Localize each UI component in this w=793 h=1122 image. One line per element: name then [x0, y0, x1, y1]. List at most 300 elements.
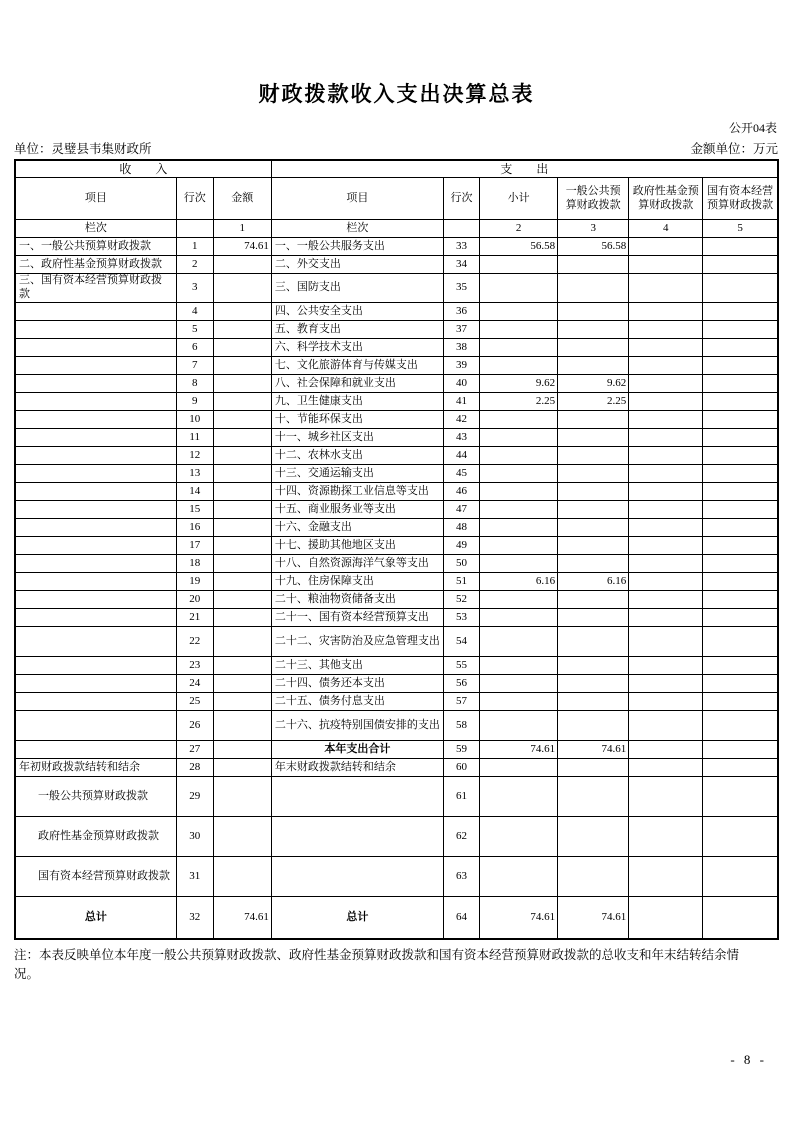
- expense-general-budget-cell: [558, 256, 629, 274]
- income-item-cell: [15, 573, 176, 591]
- expense-item-cell: 总计: [271, 897, 443, 940]
- income-amount-cell: [213, 657, 271, 675]
- expense-govfund-cell: [629, 519, 703, 537]
- meta-row: [14, 139, 778, 157]
- expense-item-cell: 十二、农林水支出: [271, 447, 443, 465]
- expense-line-cell: 44: [444, 447, 480, 465]
- expense-lanci-label: 栏次: [271, 220, 443, 238]
- expense-govfund-cell: [629, 711, 703, 741]
- expense-govfund-cell: [629, 657, 703, 675]
- income-line-cell: 19: [176, 573, 213, 591]
- table-row: [15, 447, 778, 465]
- income-lanci-blank: [176, 220, 213, 238]
- income-amount-cell: [213, 817, 271, 857]
- expense-subtotal-cell: [480, 675, 558, 693]
- expense-subtotal-cell: [480, 274, 558, 303]
- expense-statecapital-cell: [703, 393, 778, 411]
- expense-item-cell: 四、公共安全支出: [271, 303, 443, 321]
- income-item-cell: [15, 411, 176, 429]
- table-row: [15, 274, 778, 303]
- expense-subtotal-cell: [480, 609, 558, 627]
- expense-general-budget-cell: [558, 609, 629, 627]
- income-amount-cell: [213, 375, 271, 393]
- expense-item-cell: 三、国防支出: [271, 274, 443, 303]
- table-row: [15, 675, 778, 693]
- table-row: [15, 357, 778, 375]
- expense-item-cell: 二十六、抗疫特别国债安排的支出: [271, 711, 443, 741]
- expense-subtotal-cell: [480, 519, 558, 537]
- expense-general-budget-cell: [558, 817, 629, 857]
- income-line-cell: 31: [176, 857, 213, 897]
- income-item-cell: [15, 711, 176, 741]
- expense-govfund-cell: [629, 303, 703, 321]
- expense-column-number: 5: [703, 220, 778, 238]
- table-row: [15, 483, 778, 501]
- expense-item-cell: 二十四、债务还本支出: [271, 675, 443, 693]
- income-line-cell: 29: [176, 777, 213, 817]
- income-line-cell: 11: [176, 429, 213, 447]
- expense-line-header: 行次: [444, 178, 480, 220]
- income-amount-cell: [213, 274, 271, 303]
- expense-govfund-cell: [629, 375, 703, 393]
- expense-general-budget-cell: 74.61: [558, 897, 629, 940]
- income-line-header: 行次: [176, 178, 213, 220]
- expense-line-cell: 51: [444, 573, 480, 591]
- expense-line-cell: 55: [444, 657, 480, 675]
- income-amount-cell: 74.61: [213, 238, 271, 256]
- income-amount-cell: [213, 857, 271, 897]
- expense-subtotal-cell: [480, 303, 558, 321]
- expense-govfund-cell: [629, 465, 703, 483]
- expense-subtotal-cell: 74.61: [480, 741, 558, 759]
- income-line-cell: 6: [176, 339, 213, 357]
- expense-general-budget-cell: [558, 759, 629, 777]
- income-line-cell: 5: [176, 321, 213, 339]
- expense-general-budget-cell: 74.61: [558, 741, 629, 759]
- income-line-cell: 8: [176, 375, 213, 393]
- expense-statecapital-cell: [703, 447, 778, 465]
- income-amount-cell: [213, 711, 271, 741]
- expense-line-cell: 62: [444, 817, 480, 857]
- income-amount-cell: [213, 411, 271, 429]
- expense-statecapital-cell: [703, 483, 778, 501]
- income-item-cell: 年初财政拨款结转和结余: [15, 759, 176, 777]
- column-header-row: [15, 178, 778, 220]
- income-item-header: 项目: [15, 178, 176, 220]
- income-item-cell: [15, 465, 176, 483]
- table-row: [15, 711, 778, 741]
- expense-item-cell: [271, 857, 443, 897]
- income-item-cell: [15, 537, 176, 555]
- expense-subtotal-cell: [480, 339, 558, 357]
- expense-section-header: 支 出: [271, 160, 778, 178]
- expense-statecapital-cell: [703, 817, 778, 857]
- table-row: [15, 429, 778, 447]
- income-line-cell: 24: [176, 675, 213, 693]
- income-amount-cell: [213, 759, 271, 777]
- table-row: [15, 777, 778, 817]
- income-item-cell: [15, 591, 176, 609]
- expense-statecapital-cell: [703, 627, 778, 657]
- income-line-cell: 14: [176, 483, 213, 501]
- expense-line-cell: 47: [444, 501, 480, 519]
- expense-item-cell: 年末财政拨款结转和结余: [271, 759, 443, 777]
- expense-item-cell: 十、节能环保支出: [271, 411, 443, 429]
- expense-subtotal-cell: [480, 759, 558, 777]
- expense-general-budget-cell: [558, 777, 629, 817]
- expense-statecapital-cell: [703, 591, 778, 609]
- table-row: [15, 657, 778, 675]
- expense-general-budget-cell: 9.62: [558, 375, 629, 393]
- income-line-cell: 20: [176, 591, 213, 609]
- expense-subtotal-cell: [480, 501, 558, 519]
- expense-statecapital-cell: [703, 429, 778, 447]
- table-row: [15, 741, 778, 759]
- income-section-header: 收 入: [15, 160, 271, 178]
- page-number: - 8 -: [730, 1052, 767, 1067]
- expense-line-cell: 60: [444, 759, 480, 777]
- expense-statecapital-header: 国有资本经营预算财政拨款: [703, 178, 778, 220]
- income-line-cell: 15: [176, 501, 213, 519]
- expense-item-cell: 二十五、债务付息支出: [271, 693, 443, 711]
- expense-line-cell: 61: [444, 777, 480, 817]
- expense-govfund-cell: [629, 609, 703, 627]
- table-code-label: 公开04表: [728, 121, 777, 135]
- income-line-cell: 10: [176, 411, 213, 429]
- expense-govfund-cell: [629, 393, 703, 411]
- expense-govfund-cell: [629, 741, 703, 759]
- table-row: [15, 375, 778, 393]
- income-item-cell: 一、一般公共预算财政拨款: [15, 238, 176, 256]
- income-line-cell: 26: [176, 711, 213, 741]
- income-item-cell: [15, 657, 176, 675]
- expense-statecapital-cell: [703, 777, 778, 817]
- income-amount-cell: [213, 519, 271, 537]
- expense-subtotal-cell: 2.25: [480, 393, 558, 411]
- expense-general-budget-cell: [558, 519, 629, 537]
- income-amount-cell: [213, 339, 271, 357]
- expense-subtotal-cell: [480, 537, 558, 555]
- income-line-cell: 28: [176, 759, 213, 777]
- expense-subtotal-cell: [480, 357, 558, 375]
- expense-govfund-cell: [629, 675, 703, 693]
- expense-govfund-cell: [629, 501, 703, 519]
- income-amount-header: 金额: [213, 178, 271, 220]
- expense-general-budget-cell: [558, 303, 629, 321]
- expense-item-cell: 二十、粮油物资储备支出: [271, 591, 443, 609]
- income-item-cell: [15, 393, 176, 411]
- income-item-cell: [15, 501, 176, 519]
- expense-statecapital-cell: [703, 711, 778, 741]
- expense-general-budget-cell: [558, 465, 629, 483]
- table-row: [15, 501, 778, 519]
- expense-line-cell: 57: [444, 693, 480, 711]
- expense-govfund-cell: [629, 627, 703, 657]
- expense-subtotal-cell: [480, 627, 558, 657]
- income-line-cell: 3: [176, 274, 213, 303]
- expense-govfund-cell: [629, 357, 703, 375]
- table-row: [15, 817, 778, 857]
- expense-line-cell: 53: [444, 609, 480, 627]
- income-line-cell: 32: [176, 897, 213, 940]
- expense-statecapital-cell: [703, 897, 778, 940]
- table-row: [15, 238, 778, 256]
- expense-statecapital-cell: [703, 857, 778, 897]
- unit-label: 单位：灵璧县韦集财政所: [14, 142, 152, 156]
- expense-general-budget-cell: [558, 555, 629, 573]
- page-title: 财政拨款收入支出决算总表: [258, 83, 535, 106]
- expense-govfund-cell: [629, 777, 703, 817]
- income-amount-cell: [213, 741, 271, 759]
- expense-item-cell: 十一、城乡社区支出: [271, 429, 443, 447]
- income-line-cell: 13: [176, 465, 213, 483]
- expense-item-cell: [271, 817, 443, 857]
- expense-column-number: 3: [558, 220, 629, 238]
- expense-govfund-cell: [629, 274, 703, 303]
- expense-subtotal-cell: [480, 447, 558, 465]
- expense-line-cell: 50: [444, 555, 480, 573]
- expense-line-cell: 49: [444, 537, 480, 555]
- expense-item-cell: 十五、商业服务业等支出: [271, 501, 443, 519]
- expense-statecapital-cell: [703, 741, 778, 759]
- expense-line-cell: 58: [444, 711, 480, 741]
- expense-item-cell: 本年支出合计: [271, 741, 443, 759]
- table-row: [15, 857, 778, 897]
- income-line-cell: 7: [176, 357, 213, 375]
- expense-general-budget-cell: [558, 274, 629, 303]
- expense-general-budget-cell: 2.25: [558, 393, 629, 411]
- expense-item-cell: 六、科学技术支出: [271, 339, 443, 357]
- income-item-cell: 二、政府性基金预算财政拨款: [15, 256, 176, 274]
- income-line-cell: 25: [176, 693, 213, 711]
- expense-line-cell: 38: [444, 339, 480, 357]
- expense-govfund-cell: [629, 411, 703, 429]
- expense-lanci-blank: [444, 220, 480, 238]
- table-row: [15, 693, 778, 711]
- expense-statecapital-cell: [703, 238, 778, 256]
- expense-statecapital-cell: [703, 339, 778, 357]
- income-item-cell: [15, 609, 176, 627]
- expense-general-budget-cell: 6.16: [558, 573, 629, 591]
- income-amount-cell: [213, 573, 271, 591]
- income-line-cell: 12: [176, 447, 213, 465]
- expense-subtotal-cell: 56.58: [480, 238, 558, 256]
- expense-line-cell: 42: [444, 411, 480, 429]
- table-row: [15, 256, 778, 274]
- expense-general-budget-cell: [558, 857, 629, 897]
- expense-line-cell: 48: [444, 519, 480, 537]
- footnote: [14, 946, 777, 985]
- expense-item-cell: 十九、住房保障支出: [271, 573, 443, 591]
- expense-subtotal-cell: [480, 429, 558, 447]
- expense-govfund-cell: [629, 447, 703, 465]
- income-line-cell: 16: [176, 519, 213, 537]
- income-item-cell: [15, 693, 176, 711]
- table-row: [15, 411, 778, 429]
- expense-line-cell: 37: [444, 321, 480, 339]
- expense-line-cell: 40: [444, 375, 480, 393]
- expense-statecapital-cell: [703, 519, 778, 537]
- expense-line-cell: 41: [444, 393, 480, 411]
- income-amount-cell: [213, 555, 271, 573]
- expense-statecapital-cell: [703, 465, 778, 483]
- table-row: [15, 339, 778, 357]
- income-amount-cell: [213, 447, 271, 465]
- expense-govfund-cell: [629, 555, 703, 573]
- expense-general-budget-cell: [558, 447, 629, 465]
- expense-item-cell: 十七、援助其他地区支出: [271, 537, 443, 555]
- income-item-cell: [15, 447, 176, 465]
- income-column-number: 1: [213, 220, 271, 238]
- expense-subtotal-cell: [480, 591, 558, 609]
- income-amount-cell: [213, 675, 271, 693]
- expense-line-cell: 34: [444, 256, 480, 274]
- income-line-cell: 21: [176, 609, 213, 627]
- expense-govfund-cell: [629, 256, 703, 274]
- table-row: [15, 759, 778, 777]
- expense-general-budget-cell: [558, 627, 629, 657]
- expense-general-budget-cell: [558, 591, 629, 609]
- income-amount-cell: [213, 393, 271, 411]
- table-row: [15, 519, 778, 537]
- expense-general-budget-cell: [558, 501, 629, 519]
- income-item-cell: 国有资本经营预算财政拨款: [15, 857, 176, 897]
- income-line-cell: 22: [176, 627, 213, 657]
- expense-statecapital-cell: [703, 303, 778, 321]
- expense-line-cell: 46: [444, 483, 480, 501]
- expense-subtotal-cell: 74.61: [480, 897, 558, 940]
- income-line-cell: 2: [176, 256, 213, 274]
- expense-item-cell: 九、卫生健康支出: [271, 393, 443, 411]
- table-row: [15, 303, 778, 321]
- income-amount-cell: [213, 465, 271, 483]
- expense-general-budget-cell: [558, 693, 629, 711]
- expense-statecapital-cell: [703, 759, 778, 777]
- income-item-cell: 一般公共预算财政拨款: [15, 777, 176, 817]
- expense-statecapital-cell: [703, 274, 778, 303]
- income-amount-cell: [213, 537, 271, 555]
- expense-statecapital-cell: [703, 693, 778, 711]
- expense-general-budget-cell: [558, 483, 629, 501]
- expense-general-budget-cell: [558, 321, 629, 339]
- table-row: [15, 591, 778, 609]
- income-line-cell: 17: [176, 537, 213, 555]
- expense-govfund-cell: [629, 897, 703, 940]
- expense-item-cell: 二、外交支出: [271, 256, 443, 274]
- footnote-line2: 况。: [14, 967, 40, 982]
- expense-column-number: 4: [629, 220, 703, 238]
- expense-general-budget-cell: [558, 537, 629, 555]
- income-amount-cell: [213, 591, 271, 609]
- expense-govfund-cell: [629, 238, 703, 256]
- income-item-cell: [15, 741, 176, 759]
- income-amount-cell: [213, 256, 271, 274]
- expense-general-budget-cell: [558, 339, 629, 357]
- expense-item-cell: 十六、金融支出: [271, 519, 443, 537]
- table-row: [15, 555, 778, 573]
- expense-govfund-cell: [629, 483, 703, 501]
- expense-subtotal-cell: [480, 483, 558, 501]
- income-line-cell: 23: [176, 657, 213, 675]
- table-row: [15, 393, 778, 411]
- income-line-cell: 18: [176, 555, 213, 573]
- expense-statecapital-cell: [703, 321, 778, 339]
- income-amount-cell: 74.61: [213, 897, 271, 940]
- income-line-cell: 27: [176, 741, 213, 759]
- expense-govfund-cell: [629, 817, 703, 857]
- expense-line-cell: 56: [444, 675, 480, 693]
- expense-govfund-cell: [629, 857, 703, 897]
- income-item-cell: 三、国有资本经营预算财政拨款: [15, 274, 176, 303]
- income-item-cell: [15, 375, 176, 393]
- expense-statecapital-cell: [703, 573, 778, 591]
- expense-subtotal-cell: 6.16: [480, 573, 558, 591]
- expense-govfund-cell: [629, 759, 703, 777]
- expense-general-budget-cell: 56.58: [558, 238, 629, 256]
- income-amount-cell: [213, 693, 271, 711]
- expense-line-cell: 33: [444, 238, 480, 256]
- expense-subtotal-cell: [480, 465, 558, 483]
- expense-statecapital-cell: [703, 609, 778, 627]
- income-amount-cell: [213, 627, 271, 657]
- income-item-cell: [15, 675, 176, 693]
- income-amount-cell: [213, 501, 271, 519]
- expense-statecapital-cell: [703, 357, 778, 375]
- income-item-cell: [15, 357, 176, 375]
- expense-govfund-cell: [629, 321, 703, 339]
- expense-subtotal-cell: [480, 657, 558, 675]
- expense-statecapital-cell: [703, 375, 778, 393]
- expense-item-cell: 五、教育支出: [271, 321, 443, 339]
- expense-subtotal-cell: [480, 321, 558, 339]
- expense-govfund-cell: [629, 429, 703, 447]
- income-line-cell: 4: [176, 303, 213, 321]
- expense-subtotal-cell: [480, 817, 558, 857]
- income-amount-cell: [213, 429, 271, 447]
- expense-line-cell: 39: [444, 357, 480, 375]
- expense-govfund-cell: [629, 693, 703, 711]
- income-amount-cell: [213, 609, 271, 627]
- expense-subtotal-cell: [480, 777, 558, 817]
- expense-line-cell: 52: [444, 591, 480, 609]
- expense-item-header: 项目: [271, 178, 443, 220]
- expense-general-budget-cell: [558, 711, 629, 741]
- income-item-cell: [15, 429, 176, 447]
- income-item-cell: [15, 555, 176, 573]
- expense-line-cell: 54: [444, 627, 480, 657]
- expense-line-cell: 43: [444, 429, 480, 447]
- expense-item-cell: 八、社会保障和就业支出: [271, 375, 443, 393]
- income-item-cell: [15, 339, 176, 357]
- expense-line-cell: 59: [444, 741, 480, 759]
- section-header-row: [15, 160, 778, 178]
- table-row: [15, 465, 778, 483]
- expense-line-cell: 35: [444, 274, 480, 303]
- expense-subtotal-cell: [480, 711, 558, 741]
- expense-govfund-cell: [629, 591, 703, 609]
- income-item-cell: [15, 321, 176, 339]
- expense-item-cell: 七、文化旅游体育与传媒支出: [271, 357, 443, 375]
- table-row: [15, 627, 778, 657]
- expense-column-number: 2: [480, 220, 558, 238]
- expense-item-cell: [271, 777, 443, 817]
- income-line-cell: 9: [176, 393, 213, 411]
- expense-item-cell: 十四、资源勘探工业信息等支出: [271, 483, 443, 501]
- expense-subtotal-cell: [480, 693, 558, 711]
- income-amount-cell: [213, 483, 271, 501]
- expense-statecapital-cell: [703, 256, 778, 274]
- expense-item-cell: 二十一、国有资本经营预算支出: [271, 609, 443, 627]
